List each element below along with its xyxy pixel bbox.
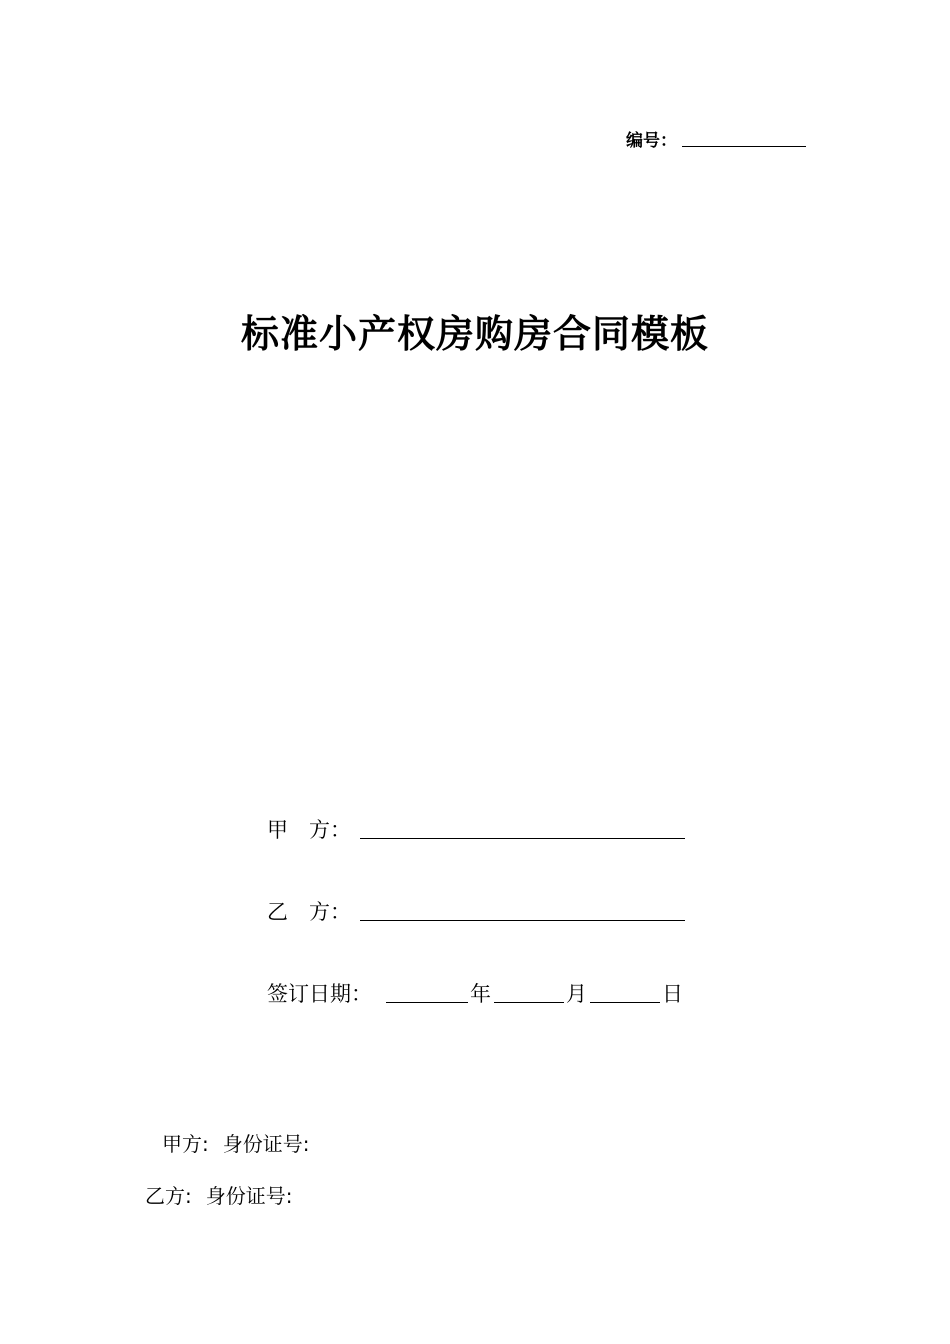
month-blank (494, 1002, 564, 1003)
party-a-id-number-label: 身份证号: (222, 1132, 310, 1156)
month-label: 月 (566, 982, 587, 1006)
day-blank (590, 1002, 660, 1003)
day-label: 日 (662, 982, 683, 1006)
year-label: 年 (470, 982, 491, 1006)
party-a-blank (360, 838, 685, 839)
party-a-id-row (162, 1128, 310, 1157)
party-b-label: 乙 方： (267, 900, 351, 924)
party-a-label: 甲 方： (267, 818, 351, 842)
party-b-id-number-label: 身份证号: (205, 1184, 293, 1208)
serial-number-blank (682, 146, 806, 147)
document-title: 标准小产权房购房合同模板 (240, 311, 709, 356)
sign-date-label: 签订日期： (267, 982, 372, 1006)
year-blank (386, 1002, 468, 1003)
party-b-id-row (145, 1180, 293, 1209)
party-b-id-party-label: 乙方: (145, 1184, 192, 1208)
party-b-blank (360, 920, 685, 921)
serial-number-label: 编号： (626, 131, 677, 151)
party-a-id-party-label: 甲方: (162, 1132, 209, 1156)
